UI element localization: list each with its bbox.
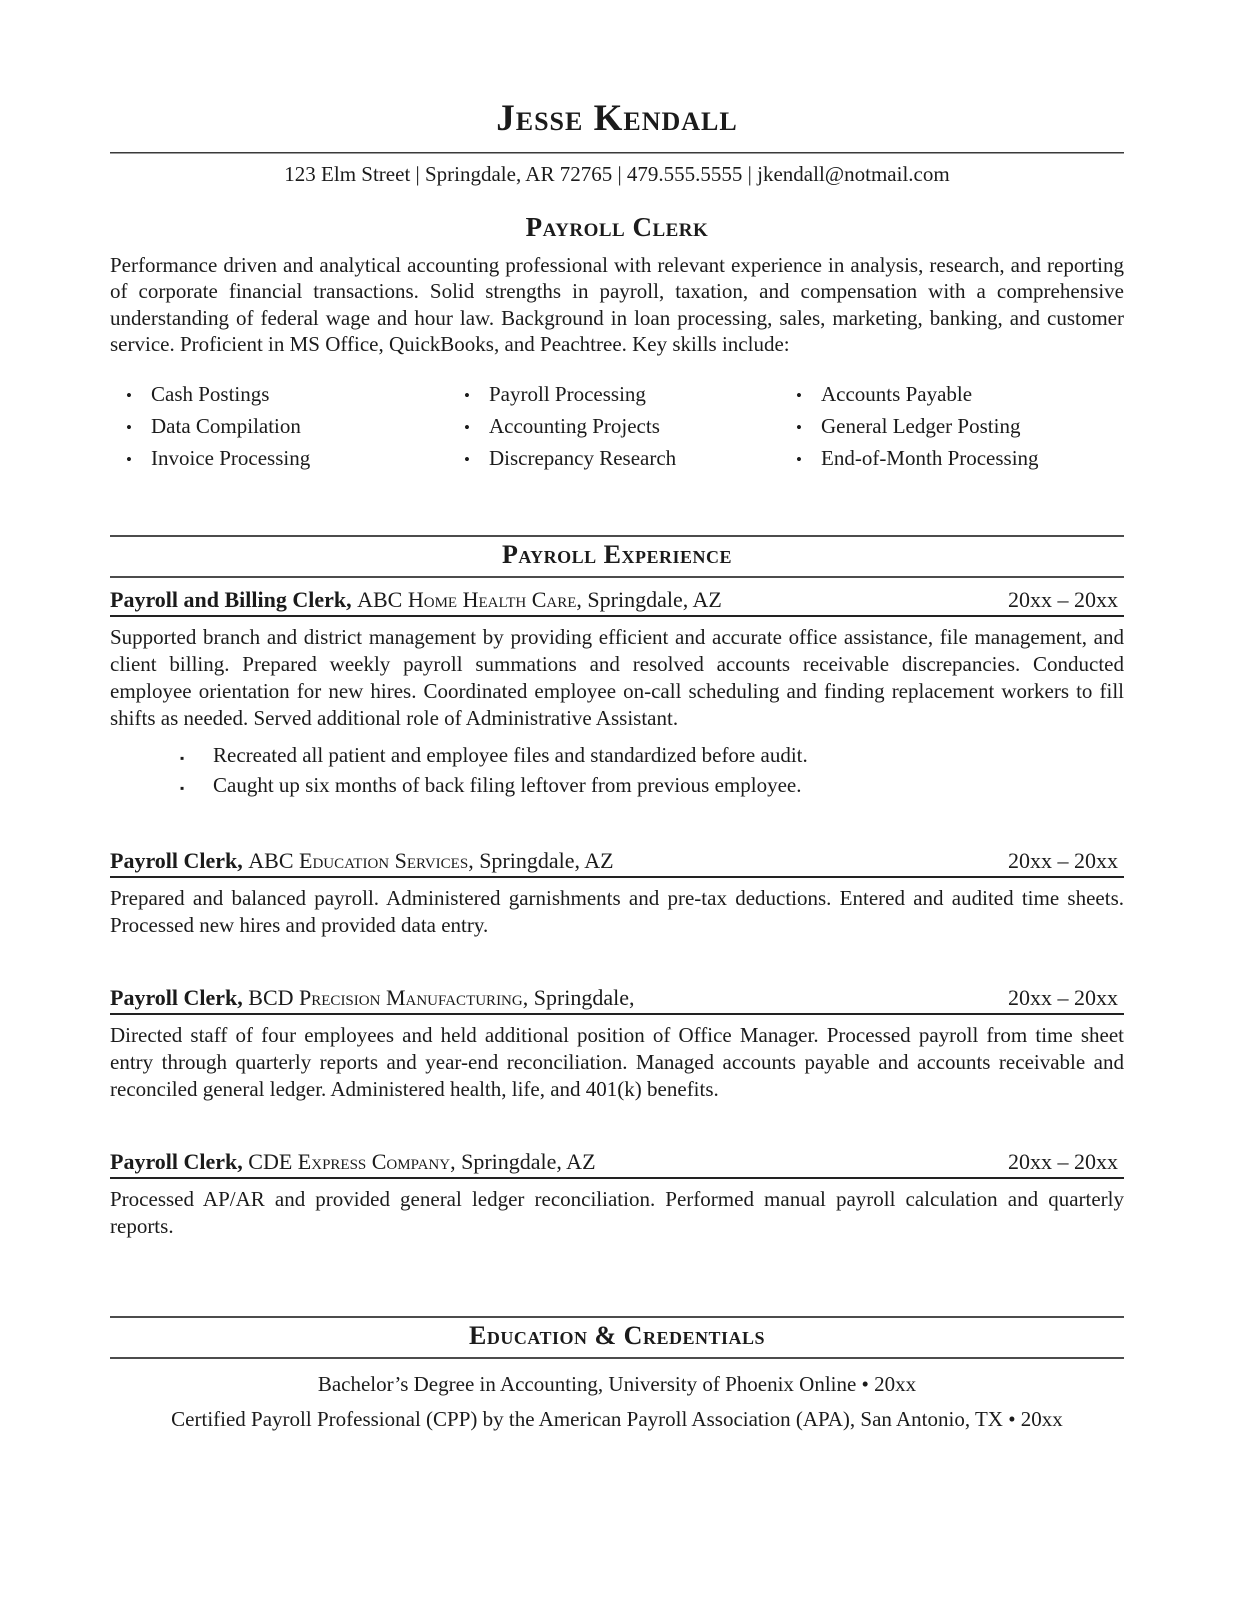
job-dates: 20xx – 20xx bbox=[1008, 1148, 1118, 1174]
round-bullet-icon: • bbox=[796, 417, 802, 437]
education-item: Bachelor’s Degree in Accounting, University of Phoenix Online • 20xx bbox=[317, 1371, 917, 1396]
job-location: , Springdale, AZ bbox=[468, 847, 614, 873]
round-bullet-icon: • bbox=[464, 417, 470, 437]
job-entry bbox=[110, 985, 1124, 1103]
skill-label: Payroll Processing bbox=[489, 381, 646, 406]
header-divider bbox=[110, 152, 1124, 154]
job-heading bbox=[110, 1149, 1124, 1179]
experience-section-title: Payroll Experience bbox=[501, 539, 733, 569]
job-title: Payroll Clerk, bbox=[110, 984, 243, 1010]
job-title: Payroll and Billing Clerk, bbox=[110, 586, 352, 612]
job-entry bbox=[110, 1149, 1124, 1240]
experience-section-header bbox=[110, 535, 1124, 578]
resume-page bbox=[110, 0, 1124, 1432]
person-name: Jesse Kendall bbox=[496, 98, 738, 139]
summary-paragraph: Performance driven and analytical accounting professional with relevant experience in analysis, research, and reporting of corporate financial transactions. Solid strengths in payroll, taxation, and compensation with a comprehensive understanding of federal wage and hour law. Background in loan processing, sales, marketing, banking, and customer service. Proficient in MS Office, QuickBooks, and Peachtree. Key skills include: bbox=[110, 252, 1124, 357]
job-location: , Springdale, AZ bbox=[576, 586, 722, 612]
education-section-header bbox=[110, 1316, 1124, 1359]
job-heading bbox=[110, 587, 1124, 617]
job-description: Directed staff of four employees and held additional position of Office Manager. Processed payroll from time sheet entry through quarterly reports and year-end reconciliation. Managed accounts payable and accounts receivable and reconciled general ledger. Administered health, life, and 401(k) benefits. bbox=[110, 1022, 1124, 1101]
bullet-item bbox=[110, 742, 1124, 772]
job-location: , Springdale, AZ bbox=[450, 1148, 596, 1174]
job-bullet-list bbox=[110, 742, 1124, 802]
job-company: BCD Precision Manufacturing bbox=[248, 984, 523, 1010]
job-title: Payroll Clerk, bbox=[110, 1148, 243, 1174]
square-bullet-icon: ▪ bbox=[180, 750, 185, 765]
job-company: ABC Home Health Care bbox=[357, 586, 577, 612]
round-bullet-icon: • bbox=[126, 449, 132, 469]
round-bullet-icon: • bbox=[464, 385, 470, 405]
job-heading bbox=[110, 985, 1124, 1015]
skill-label: Invoice Processing bbox=[151, 445, 311, 470]
skill-label: Data Compilation bbox=[151, 413, 301, 438]
skill-item bbox=[780, 382, 1124, 407]
job-heading bbox=[110, 848, 1124, 878]
job-entry bbox=[110, 848, 1124, 939]
job-description: Supported branch and district management by providing efficient and accurate office assistance, file management, and client billing. Prepared weekly payroll summations and resolved accounts receivable discrepancies. Conducted employee orientation for new hires. Coordinated employee on-call scheduling and finding replacement workers to fill shifts as needed. Served additional role of Administrative Assistant. bbox=[110, 624, 1124, 730]
job-description: Processed AP/AR and provided general ledger reconciliation. Performed manual payroll calculation and quarterly reports. bbox=[110, 1186, 1124, 1238]
bullet-text: Caught up six months of back filing leftover from previous employee. bbox=[213, 772, 802, 797]
skill-item bbox=[448, 382, 780, 407]
job-entry bbox=[110, 587, 1124, 802]
skill-item bbox=[780, 446, 1124, 471]
square-bullet-icon: ▪ bbox=[180, 780, 185, 795]
job-heading-left bbox=[110, 848, 614, 874]
contact-line: 123 Elm Street | Springdale, AR 72765 | 479.555.5555 | jkendall@notmail.com bbox=[284, 161, 950, 186]
job-company: ABC Education Services bbox=[248, 847, 469, 873]
skill-item bbox=[110, 382, 448, 407]
job-company: CDE Express Company bbox=[248, 1148, 451, 1174]
skill-item bbox=[780, 414, 1124, 439]
job-location: , Springdale, bbox=[522, 984, 635, 1010]
skill-item bbox=[448, 414, 780, 439]
bullet-item bbox=[110, 772, 1124, 802]
round-bullet-icon: • bbox=[796, 385, 802, 405]
job-heading-left bbox=[110, 985, 635, 1011]
skill-item bbox=[110, 446, 448, 471]
skill-label: Accounting Projects bbox=[489, 413, 660, 438]
round-bullet-icon: • bbox=[796, 449, 802, 469]
job-heading-left bbox=[110, 1149, 596, 1175]
job-title: Payroll Clerk, bbox=[110, 847, 243, 873]
skill-label: End-of-Month Processing bbox=[821, 445, 1039, 470]
job-dates: 20xx – 20xx bbox=[1008, 847, 1118, 873]
skills-grid bbox=[110, 382, 1124, 471]
job-description: Prepared and balanced payroll. Administered garnishments and pre-tax deductions. Entered and audited time sheets. Processed new hires and provided data entry. bbox=[110, 885, 1124, 937]
skill-label: Cash Postings bbox=[151, 381, 270, 406]
job-heading-left bbox=[110, 587, 722, 613]
bullet-text: Recreated all patient and employee files and standardized before audit. bbox=[213, 742, 808, 767]
skill-label: General Ledger Posting bbox=[821, 413, 1021, 438]
education-section-title: Education & Credentials bbox=[469, 1320, 765, 1350]
objective-title: Payroll Clerk bbox=[525, 211, 709, 242]
skill-item bbox=[448, 446, 780, 471]
job-dates: 20xx – 20xx bbox=[1008, 586, 1118, 612]
round-bullet-icon: • bbox=[126, 417, 132, 437]
education-item: Certified Payroll Professional (CPP) by the American Payroll Association (APA), San Antonio, TX • 20xx bbox=[171, 1406, 1063, 1431]
skill-label: Accounts Payable bbox=[821, 381, 973, 406]
round-bullet-icon: • bbox=[464, 449, 470, 469]
skill-label: Discrepancy Research bbox=[489, 445, 677, 470]
skill-item bbox=[110, 414, 448, 439]
job-dates: 20xx – 20xx bbox=[1008, 984, 1118, 1010]
round-bullet-icon: • bbox=[126, 385, 132, 405]
